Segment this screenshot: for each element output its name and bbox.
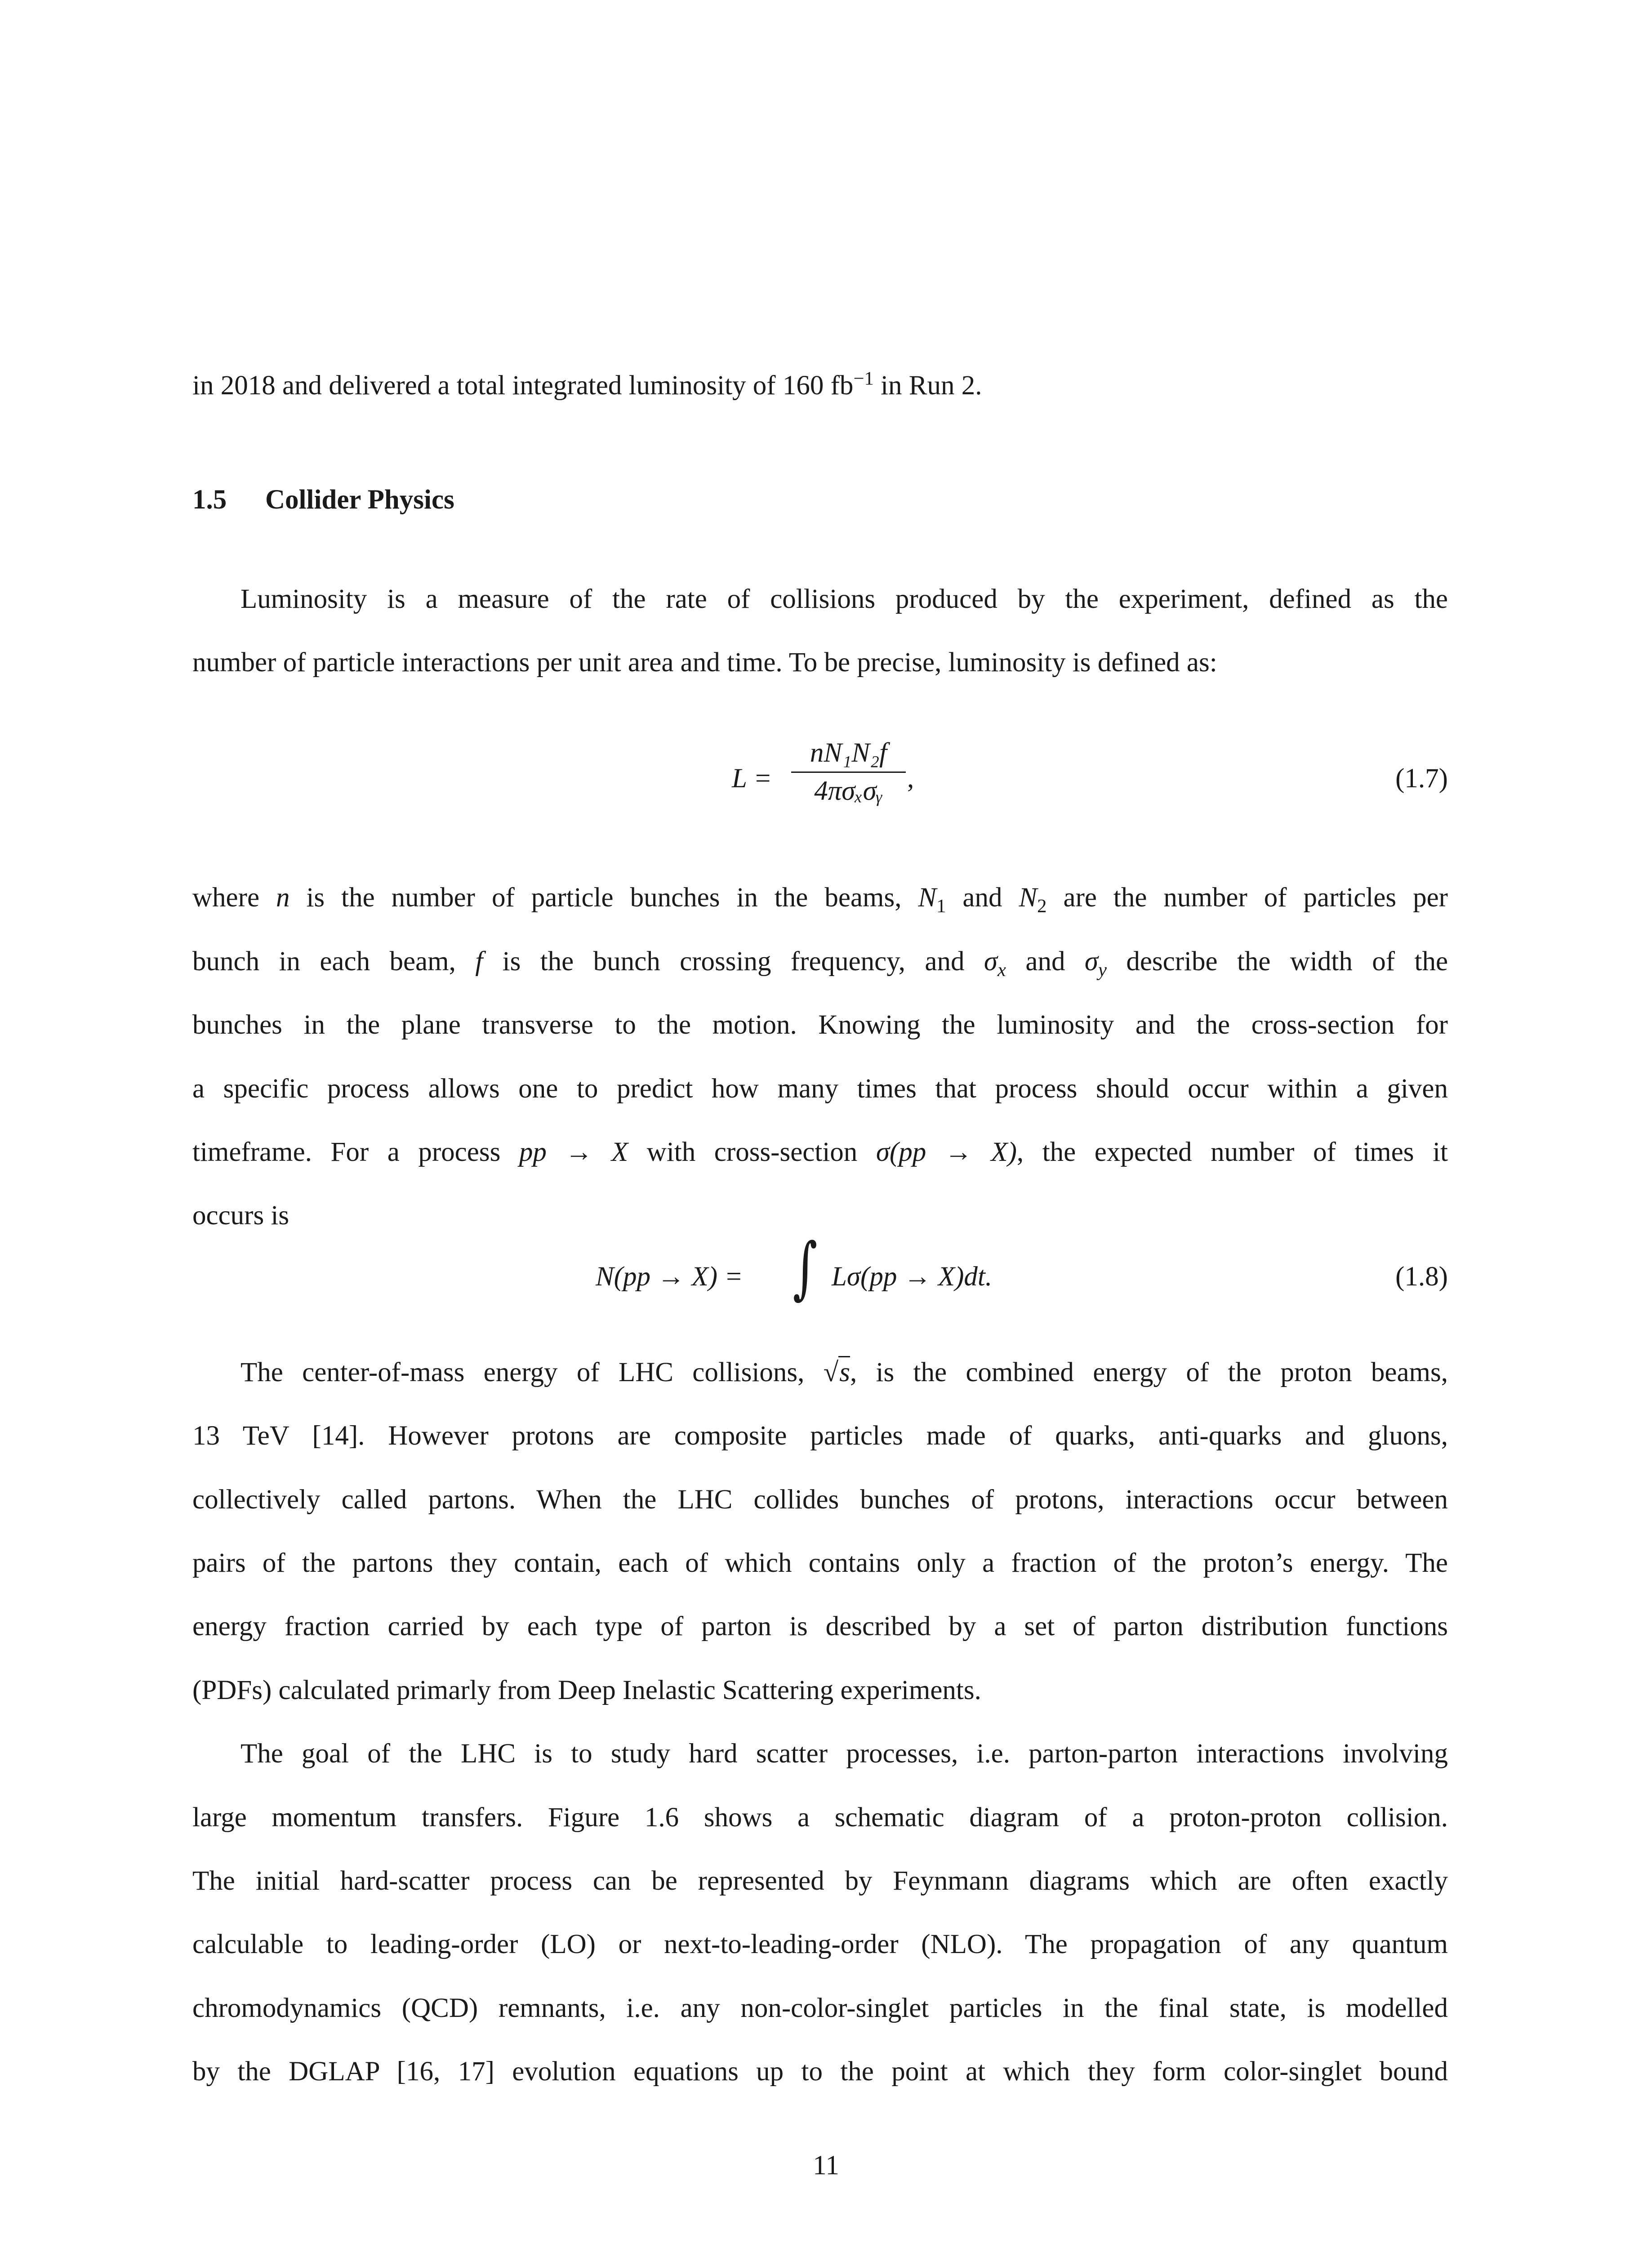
text-run: in Run 2. — [873, 370, 982, 401]
paragraph-line: collectively called partons. When the LHC collides bunches of protons, interactions occur between — [192, 1485, 1448, 1515]
page-number: 11 — [813, 2150, 839, 2181]
section-title: Collider Physics — [265, 485, 454, 515]
paragraph-line: chromodynamics (QCD) remnants, i.e. any non-color-singlet particles in the final state, is modelled — [192, 1993, 1448, 2023]
paragraph-line: bunch in each beam, f is the bunch crossing frequency, and $\sigma_x$ and $\sigma_y$ describe the width of the — [192, 946, 1448, 981]
paragraph-line: by the DGLAP [16, 17] evolution equations up to the point at which they form color-singlet bound — [192, 2056, 1448, 2087]
paragraph-line: number of particle interactions per unit area and time. To be precise, luminosity is defined as: — [192, 647, 1217, 678]
paragraph-line: occurs is — [192, 1200, 289, 1231]
paragraph-line: calculable to leading-order (LO) or next-to-leading-order (NLO). The propagation of any quantum — [192, 1929, 1448, 1959]
paragraph-line: timeframe. For a process pp → X with cross-section σ(pp → X), the expected number of times it — [192, 1137, 1448, 1167]
square-root: √s — [824, 1355, 850, 1391]
paragraph-line: The initial hard-scatter process can be represented by Feynmann diagrams which are often exactly — [192, 1866, 1448, 1896]
equation-lhs: N(pp → X) = — [596, 1262, 743, 1292]
paragraph-line: energy fraction carried by each type of parton is described by a set of parton distribution functions — [192, 1611, 1448, 1641]
paragraph-line: bunches in the plane transverse to the motion. Knowing the luminosity and the cross-section for — [192, 1010, 1448, 1040]
paragraph-line: pairs of the partons they contain, each of which contains only a fraction of the proton’s energy. The — [192, 1548, 1448, 1578]
equation-number: (1.7) — [1395, 763, 1448, 794]
paragraph-line: (PDFs) calculated primarly from Deep Inelastic Scattering experiments. — [192, 1675, 981, 1705]
section-number: 1.5 — [192, 485, 227, 515]
paragraph-line: The goal of the LHC is to study hard scatter processes, i.e. parton-parton interactions involving — [240, 1739, 1448, 1769]
superscript: −1 — [853, 368, 874, 389]
section-heading — [192, 482, 1448, 518]
paragraph-line: a specific process allows one to predict how many times that process should occur within a given — [192, 1074, 1448, 1104]
paragraph-line: The center-of-mass energy of LHC collisions, √s, is the combined energy of the proton beams, — [240, 1355, 1448, 1391]
denominator: 4πσₓσᵧ — [814, 776, 883, 806]
paragraph-line: 13 TeV [14]. However protons are composite particles made of quarks, anti-quarks and gluons, — [192, 1421, 1448, 1451]
fraction — [791, 737, 906, 807]
integral-sign: ∫ — [793, 1229, 818, 1307]
paragraph-line: large momentum transfers. Figure 1.6 shows a schematic diagram of a proton-proton collision. — [192, 1802, 1448, 1833]
equation-number: (1.8) — [1395, 1262, 1448, 1292]
continuation-line — [192, 368, 1448, 404]
equation-lhs: L = — [732, 763, 772, 794]
text-run: in 2018 and delivered a total integrated luminosity of 160 fb — [192, 370, 854, 401]
numerator: nN₁N₂f — [810, 738, 887, 768]
fraction-bar — [791, 772, 906, 773]
paragraph-line: where n is the number of particle bunches in the beams, $N_1$ and $N_2$ are the number of particles per — [192, 883, 1448, 917]
paragraph-line: Luminosity is a measure of the rate of collisions produced by the experiment, defined as the — [240, 584, 1448, 614]
equation-comma: , — [907, 763, 914, 794]
equation-rhs: Lσ(pp → X)dt. — [832, 1262, 993, 1292]
